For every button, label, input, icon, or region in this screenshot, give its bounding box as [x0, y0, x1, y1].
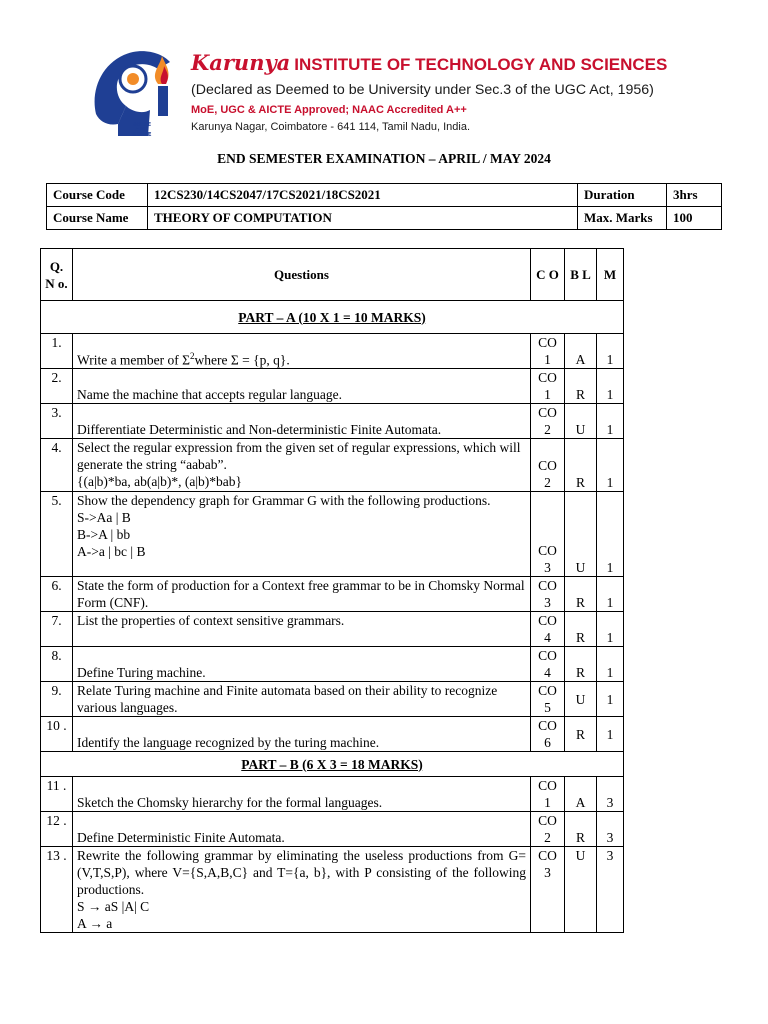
- question-bl: R: [565, 369, 597, 404]
- course-code-label: Course Code: [47, 184, 148, 207]
- duration-label: Duration: [578, 184, 667, 207]
- question-number: 5.: [41, 492, 73, 577]
- table-header-row: [41, 249, 624, 301]
- part-a-row: [41, 301, 624, 334]
- question-text: Show the dependency graph for Grammar G with the following productions. S->Aa | B B->A | bb A->a | bc | B: [73, 492, 531, 577]
- question-text: Sketch the Chomsky hierarchy for the formal languages.: [73, 777, 531, 812]
- question-co: CO 2: [531, 439, 565, 492]
- questions-table: [40, 248, 624, 933]
- question-number: 2.: [41, 369, 73, 404]
- karunya-logo-icon: [88, 44, 188, 139]
- question-number: 1.: [41, 334, 73, 369]
- question-co: CO 2: [531, 812, 565, 847]
- question-co: CO 4: [531, 647, 565, 682]
- question-text: Define Turing machine.: [73, 647, 531, 682]
- question-number: 9.: [41, 682, 73, 717]
- question-text: State the form of production for a Context free grammar to be in Chomsky Normal Form (CNF).: [73, 577, 531, 612]
- course-info-table: [46, 183, 722, 230]
- question-number: 6.: [41, 577, 73, 612]
- table-row: [41, 492, 624, 577]
- question-bl: R: [565, 812, 597, 847]
- question-marks: 1: [597, 439, 624, 492]
- question-co: CO 3: [531, 577, 565, 612]
- header-bl: B L: [565, 249, 597, 301]
- question-marks: 1: [597, 612, 624, 647]
- question-number: 3.: [41, 404, 73, 439]
- question-bl: U: [565, 682, 597, 717]
- question-text: Differentiate Deterministic and Non-deterministic Finite Automata.: [73, 404, 531, 439]
- question-bl: R: [565, 612, 597, 647]
- table-row: [41, 847, 624, 933]
- question-bl: U: [565, 492, 597, 577]
- question-text: Identify the language recognized by the turing machine.: [73, 717, 531, 752]
- part-b-row: [41, 752, 624, 777]
- table-row: [41, 682, 624, 717]
- part-a-heading: PART – A (10 X 1 = 10 MARKS): [41, 301, 624, 334]
- question-marks: 1: [597, 717, 624, 752]
- course-code-value: 12CS230/14CS2047/17CS2021/18CS2021: [148, 184, 578, 207]
- question-text: Name the machine that accepts regular language.: [73, 369, 531, 404]
- question-number: 11 .: [41, 777, 73, 812]
- question-marks: 1: [597, 647, 624, 682]
- question-text: Define Deterministic Finite Automata.: [73, 812, 531, 847]
- question-co: CO 4: [531, 612, 565, 647]
- course-name-row: [47, 207, 722, 230]
- exam-title: END SEMESTER EXAMINATION – APRIL / MAY 2024: [217, 151, 551, 166]
- question-marks: 3: [597, 812, 624, 847]
- max-marks-label: Max. Marks: [578, 207, 667, 230]
- question-co: CO 1: [531, 777, 565, 812]
- part-b-heading: PART – B (6 X 3 = 18 MARKS): [41, 752, 624, 777]
- question-marks: 1: [597, 492, 624, 577]
- duration-value: 3hrs: [667, 184, 722, 207]
- table-row: [41, 369, 624, 404]
- question-co: CO 1: [531, 369, 565, 404]
- table-row: [41, 647, 624, 682]
- question-text: Rewrite the following grammar by eliminating the useless productions from G=(V,T,S,P), where V={S,A,B,C} and T={a, b}, with P consisting of the following productions. S → aS |A| C A → a: [73, 847, 531, 933]
- course-code-row: [47, 184, 722, 207]
- logo-motto-1: ARISE: [132, 122, 152, 128]
- question-bl: R: [565, 647, 597, 682]
- table-row: [41, 439, 624, 492]
- question-co: CO 5: [531, 682, 565, 717]
- question-co: CO 3: [531, 847, 565, 933]
- question-text: Write a member of $\Sigma^2where$ Σ = {p, q}.: [73, 334, 531, 369]
- question-co: CO 2: [531, 404, 565, 439]
- question-co: CO 6: [531, 717, 565, 752]
- question-bl: R: [565, 717, 597, 752]
- question-marks: 1: [597, 682, 624, 717]
- question-marks: 1: [597, 334, 624, 369]
- table-row: [41, 334, 624, 369]
- question-bl: R: [565, 577, 597, 612]
- institute-name: [191, 52, 691, 76]
- question-bl: A: [565, 777, 597, 812]
- declared-line: (Declared as Deemed to be University under Sec.3 of the UGC Act, 1956): [191, 82, 654, 98]
- question-text: Select the regular expression from the given set of regular expressions, which will generate the string “aabab”. {(a|b)*ba, ab(a|b)*, (a|b)*bab}: [73, 439, 531, 492]
- table-row: [41, 404, 624, 439]
- address-line: Karunya Nagar, Coimbatore - 641 114, Tamil Nadu, India.: [191, 121, 471, 133]
- question-marks: 1: [597, 369, 624, 404]
- table-row: [41, 777, 624, 812]
- table-row: [41, 812, 624, 847]
- table-row: [41, 717, 624, 752]
- question-number: 7.: [41, 612, 73, 647]
- course-name-value: THEORY OF COMPUTATION: [148, 207, 578, 230]
- logo-motto-3: SHINE: [132, 132, 152, 138]
- header-m: M: [597, 249, 624, 301]
- question-bl: R: [565, 439, 597, 492]
- question-marks: 1: [597, 577, 624, 612]
- question-marks: 3: [597, 847, 624, 933]
- header-qno: Q. N o.: [41, 249, 73, 301]
- letterhead-text: [191, 52, 691, 133]
- question-bl: A: [565, 334, 597, 369]
- table-row: [41, 612, 624, 647]
- question-number: 8.: [41, 647, 73, 682]
- question-number: 13 .: [41, 847, 73, 933]
- header-co: C O: [531, 249, 565, 301]
- question-marks: 1: [597, 404, 624, 439]
- header-questions: Questions: [73, 249, 531, 301]
- brand-name: Karunya: [191, 50, 291, 75]
- institute-title: INSTITUTE OF TECHNOLOGY AND SCIENCES: [294, 55, 668, 74]
- question-co: CO 1: [531, 334, 565, 369]
- question-number: 12 .: [41, 812, 73, 847]
- logo-motto-2: AND: [135, 127, 149, 133]
- question-text: Relate Turing machine and Finite automata based on their ability to recognize various languages.: [73, 682, 531, 717]
- approved-line: MoE, UGC & AICTE Approved; NAAC Accredited A++: [191, 104, 467, 116]
- question-bl: U: [565, 404, 597, 439]
- question-number: 4.: [41, 439, 73, 492]
- max-marks-value: 100: [667, 207, 722, 230]
- question-number: 10 .: [41, 717, 73, 752]
- question-marks: 3: [597, 777, 624, 812]
- question-co: CO 3: [531, 492, 565, 577]
- letterhead: [88, 44, 688, 144]
- question-text: List the properties of context sensitive grammars.: [73, 612, 531, 647]
- table-row: [41, 577, 624, 612]
- question-bl: U: [565, 847, 597, 933]
- course-name-label: Course Name: [47, 207, 148, 230]
